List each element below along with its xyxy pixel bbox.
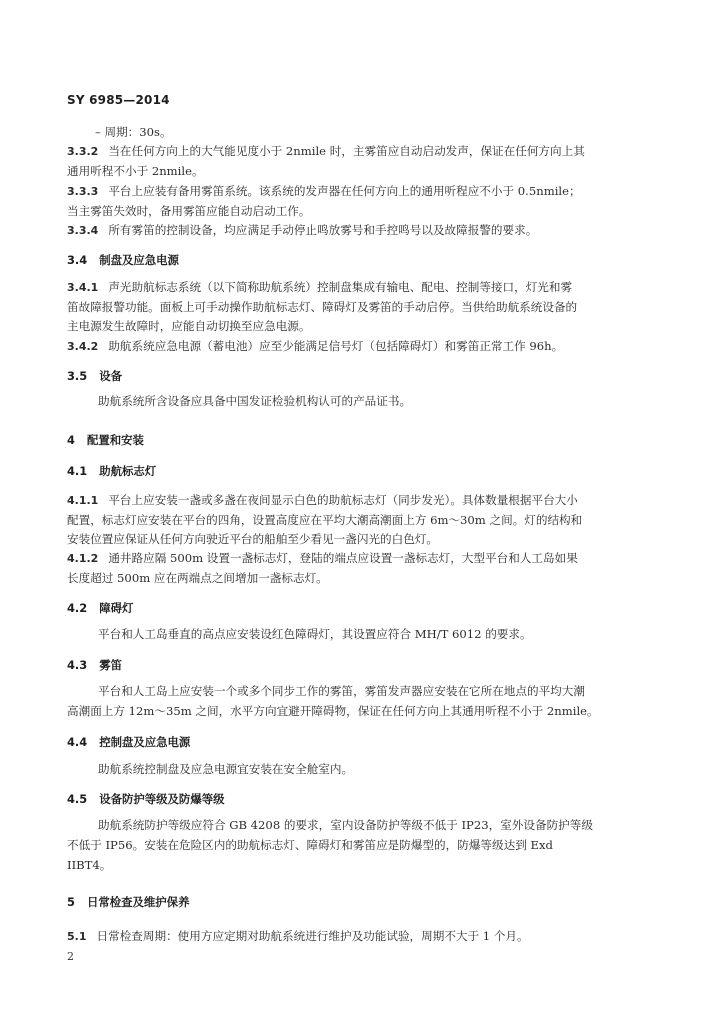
chapter-heading-4: 4 配置和安装	[67, 433, 144, 447]
standard-code: SY 6985—2014	[67, 93, 170, 107]
paragraph-line: 助航系统防护等级应符合 GB 4208 的要求，室内设备防护等级不低于 IP23，室外设备防护等级	[98, 818, 593, 832]
paragraph-line: 平台和人工岛上应安装一个或多个同步工作的雾笛，雾笛发声器应安装在它所在地点的平均大潮	[98, 684, 585, 698]
section-heading-4-5: 4.5 设备防护等级及防爆等级	[67, 792, 225, 806]
paragraph-line: 笛故障报警功能。面板上可手动操作助航标志灯、障碍灯及雾笛的手动启停。当供给助航系统设备的	[67, 300, 578, 314]
paragraph-line: 通用听程不小于 2nmile。	[67, 164, 204, 178]
paragraph-line: 平台和人工岛垂直的高点应安装设红色障碍灯，其设置应符合 MH/T 6012 的要求。	[98, 627, 532, 641]
section-heading-4-3: 4.3 雾笛	[67, 658, 122, 672]
clause-3-3-4: 3.3.4 所有雾笛的控制设备，均应满足手动停止鸣放雾号和手控鸣号以及故障报警的要求。	[67, 223, 538, 237]
clause-number: 3.4.1	[67, 281, 99, 294]
paragraph-line: 助航系统所含设备应具备中国发证检验机构认可的产品证书。	[98, 394, 412, 408]
section-heading-3-5: 3.5 设备	[67, 369, 122, 383]
clause-number: 5.1	[67, 930, 87, 943]
clause-5-1: 5.1 日常检查周期：使用方应定期对助航系统进行维护及功能试验，周期不大于 1 个月。	[67, 929, 529, 943]
paragraph-line: 不低于 IP56。安装在危险区内的助航标志灯、障碍灯和雾笛应是防爆型的，防爆等级达到 Exd	[67, 838, 553, 852]
clause-number: 3.3.4	[67, 224, 99, 237]
paragraph-line: 配置，标志灯应安装在平台的四角，设置高度应在平均大潮高潮面上方 6m～30m 之间。灯的结构和	[67, 513, 583, 527]
paragraph-line: 长度超过 500m 应在两端点之间增加一盏标志灯。	[67, 571, 328, 585]
clause-3-4-2: 3.4.2 助航系统应急电源（蓄电池）应至少能满足信号灯（包括障碍灯）和雾笛正常工作 96h。	[67, 339, 564, 353]
paragraph-line: 当主雾笛失效时，备用雾笛应能自动启动工作。	[67, 204, 311, 218]
chapter-heading-5: 5 日常检查及维护保养	[67, 895, 190, 909]
paragraph-line: 高潮面上方 12m～35m 之间，水平方向宜避开障碍物，保证在任何方向上其通用听程不小于 2nmile。	[67, 704, 599, 718]
clause-number: 4.1.1	[67, 494, 99, 507]
clause-3-3-3: 3.3.3 平台上应装有备用雾笛系统。该系统的发声器在任何方向上的通用听程应不小于 0.5nmile；	[67, 184, 581, 198]
clause-4-1-1: 4.1.1 平台上应安装一盏或多盏在夜间显示白色的助航标志灯（同步发光）。具体数量根据平台大小	[67, 493, 578, 507]
paragraph-line: IIBT4。	[67, 858, 112, 872]
section-heading-4-1: 4.1 助航标志灯	[67, 464, 157, 478]
paragraph-line: 助航系统控制盘及应急电源宜安装在安全舱室内。	[98, 762, 354, 776]
section-heading-4-2: 4.2 障碍灯	[67, 601, 134, 615]
clause-number: 4.1.2	[67, 552, 99, 565]
section-heading-4-4: 4.4 控制盘及应急电源	[67, 735, 191, 749]
clause-4-1-2: 4.1.2 通井路应隔 500m 设置一盏标志灯，登陆的端点应设置一盏标志灯，大型平台和人工岛如果	[67, 551, 578, 565]
clause-number: 3.4.2	[67, 340, 99, 353]
clause-number: 3.3.2	[67, 145, 99, 158]
page-number: 2	[67, 950, 74, 963]
paragraph-line: 主电源发生故障时，应能自动切换至应急电源。	[67, 319, 311, 333]
paragraph-line: 安装位置应保证从任何方向驶近平台的船舶至少看见一盏闪光的白色灯。	[67, 532, 439, 546]
section-heading-3-4: 3.4 制盘及应急电源	[67, 253, 179, 267]
list-item: – 周期：30s。	[95, 125, 172, 139]
clause-3-4-1: 3.4.1 声光助航标志系统（以下简称助航系统）控制盘集成有输电、配电、控制等接口，灯光和雾	[67, 280, 573, 294]
clause-3-3-2: 3.3.2 当在任何方向上的大气能见度小于 2nmile 时，主雾笛应自动启动发声，保证在任何方向上其	[67, 144, 585, 158]
clause-number: 3.3.3	[67, 185, 99, 198]
